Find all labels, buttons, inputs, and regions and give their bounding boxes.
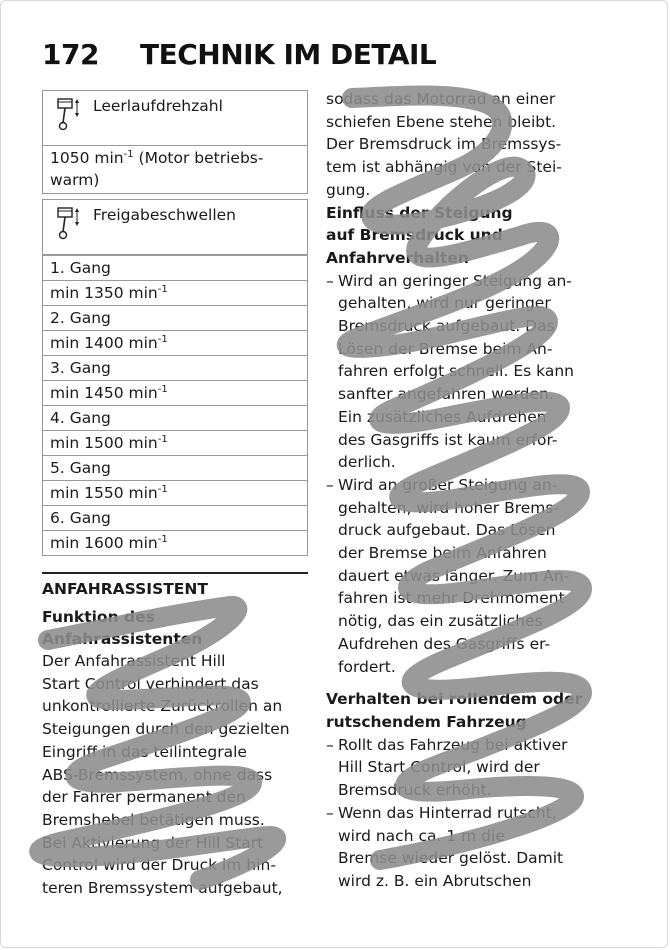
gear-min-row: min 1550 $\min^{-1}$ <box>43 480 307 505</box>
text-line: ABS-Bremssystem, ohne dass <box>42 765 273 784</box>
bullet-item <box>326 802 594 893</box>
idle-speed-unit-exp: -1 <box>123 148 134 160</box>
gear-row: 2. Gang <box>43 305 307 330</box>
gear-min-row: min 1400 $\min^{-1}$ <box>43 330 307 355</box>
text-line: teren Bremssystem aufgebaut, <box>42 879 283 898</box>
heading-line: rutschendem Fahrzeug <box>326 712 527 731</box>
engine-piston-icon <box>53 97 81 133</box>
text-line: sodass das Motorrad an einer <box>326 90 556 108</box>
heading-line: auf Bremsdruck und <box>326 226 503 245</box>
text-line: Bremsdruck erhöht. <box>338 781 492 800</box>
text-line: Bei Aktivierung der Hill Start <box>42 833 264 852</box>
text-line: Eingriff in das teilintegrale <box>42 742 247 761</box>
text-line: Steigungen durch den gezielten <box>42 720 290 739</box>
text-line: nötig, das ein zusätzliches <box>338 612 543 631</box>
text-line: der Bremse beim Anfahren <box>338 544 547 563</box>
text-line: Wenn das Hinterrad rutscht, <box>338 803 557 822</box>
rolling-heading <box>326 688 594 733</box>
bullet-dash: – <box>326 735 334 754</box>
text-line: Der Bremsdruck im Bremssys- <box>326 135 562 154</box>
text-line: Ein zusätzliches Aufdrehen <box>338 407 547 426</box>
heading-line: Verhalten bei rollendem oder <box>326 690 583 709</box>
gear-row: 1. Gang <box>43 255 307 280</box>
text-line: unkontrollierte Zurückrollen an <box>42 697 283 716</box>
body-paragraph <box>42 650 308 900</box>
text-line: Wird an großer Steigung an- <box>338 475 558 494</box>
left-column <box>42 90 308 900</box>
text-line: sanfter angefahren werden. <box>338 385 554 404</box>
release-threshold-box <box>42 199 308 255</box>
gear-row: 6. Gang <box>43 505 307 530</box>
text-line: Control wird der Druck im hin- <box>42 856 276 875</box>
page-header <box>42 38 436 78</box>
text-line: wird nach ca. 1 m die <box>338 826 505 845</box>
text-line: wird z. B. ein Abrutschen <box>338 871 532 890</box>
idle-speed-rpm: 1050 min <box>50 149 124 167</box>
engine-piston-icon <box>53 206 81 242</box>
idle-speed-box <box>42 90 308 194</box>
text-line: fahren ist mehr Drehmoment <box>338 589 565 608</box>
bullet-dash: – <box>326 271 334 290</box>
gear-min-row: min 1350 $\min^{-1}$ <box>43 280 307 305</box>
intro-paragraph <box>326 88 594 202</box>
gear-min-row: min 1600 $\min^{-1}$ <box>43 530 307 555</box>
text-line: schiefen Ebene stehen bleibt. <box>326 112 557 131</box>
gear-min-row: min 1450 $\min^{-1}$ <box>43 380 307 405</box>
text-line: Lösen der Bremse beim An- <box>338 339 553 358</box>
bullet-dash: – <box>326 475 334 494</box>
right-column <box>326 88 594 893</box>
release-threshold-label: Freigabeschwellen <box>93 206 236 224</box>
gear-row: 4. Gang <box>43 405 307 430</box>
text-line: tem ist abhängig von der Stei- <box>326 158 562 177</box>
text-line: des Gasgriffs ist kaum erfor- <box>338 430 558 449</box>
text-line: derlich. <box>338 453 396 472</box>
bullet-item <box>326 270 594 474</box>
slope-heading <box>326 202 594 270</box>
text-line: fordert. <box>338 657 396 676</box>
text-line: Bremsdruck aufgebaut. Das <box>338 317 555 336</box>
text-line: druck aufgebaut. Das Lösen <box>338 521 556 540</box>
text-line: gehalten, wird nur geringer <box>338 294 551 313</box>
idle-speed-note: (Motor betriebs-warm) <box>50 149 264 189</box>
release-threshold-header <box>43 200 307 254</box>
bullet-item <box>326 734 594 802</box>
gear-row: 5. Gang <box>43 455 307 480</box>
text-line: der Fahrer permanent den <box>42 788 246 807</box>
section-title: ANFAHRASSISTENT <box>42 580 208 598</box>
text-line: fahren erfolgt schnell. Es kann <box>338 362 574 381</box>
idle-speed-value <box>43 145 307 193</box>
text-line: Hill Start Control, wird der <box>338 758 540 777</box>
heading-line: Anfahrverhalten <box>326 248 469 267</box>
text-line: Der Anfahrassistent Hill <box>42 652 226 670</box>
page-number: 172 <box>42 38 99 71</box>
idle-speed-label: Leerlaufdrehzahl <box>93 97 223 115</box>
page-title: TECHNIK IM DETAIL <box>140 38 437 71</box>
text-line: Wird an geringer Steigung an- <box>338 271 572 290</box>
bullet-item <box>326 474 594 678</box>
subsection-title-line: Funktion des <box>42 608 155 626</box>
text-line: Aufdrehen des Gasgriffs er- <box>338 634 551 653</box>
text-line: Rollt das Fahrzeug bei aktiver <box>338 735 568 754</box>
section-divider <box>42 572 308 574</box>
text-line: Bremse wieder gelöst. Damit <box>338 849 564 868</box>
text-line: gehalten, wird hoher Brems- <box>338 498 560 517</box>
text-line: dauert etwas länger. Zum An- <box>338 566 570 585</box>
text-line: gung. <box>326 180 371 199</box>
text-line: Bremshebel betätigen muss. <box>42 810 265 829</box>
idle-speed-header <box>43 91 307 145</box>
text-line: Start Control verhindert das <box>42 674 259 693</box>
subsection-title-line: Anfahrassistenten <box>42 630 203 648</box>
gear-threshold-table <box>42 255 308 556</box>
gear-min-row: min 1500 $\min^{-1}$ <box>43 430 307 455</box>
heading-line: Einfluss der Steigung <box>326 203 513 222</box>
gear-row: 3. Gang <box>43 355 307 380</box>
bullet-dash: – <box>326 803 334 822</box>
